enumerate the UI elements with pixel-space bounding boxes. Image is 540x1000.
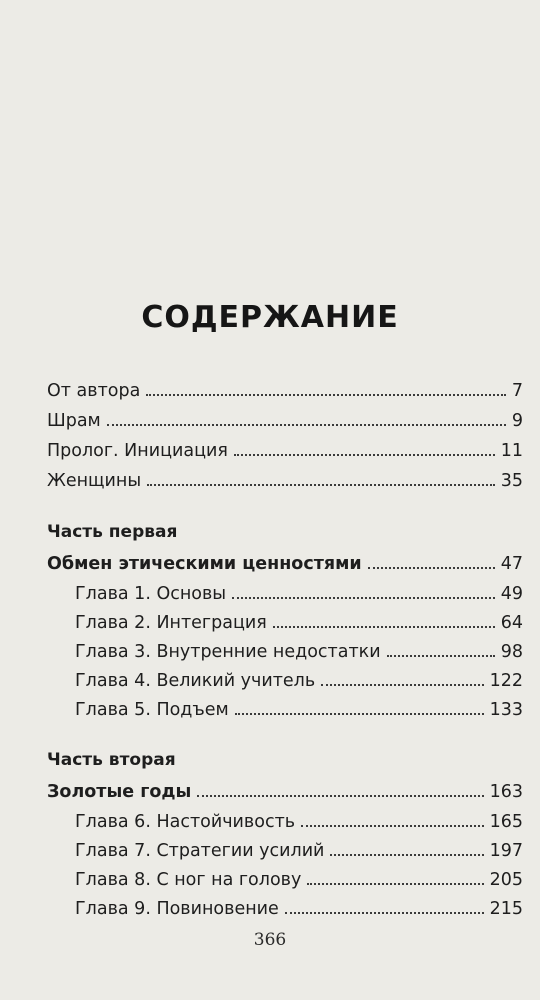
toc-entry-page: 35 xyxy=(500,471,523,491)
chapter-page: 64 xyxy=(500,613,523,633)
toc-entry-label: Женщины xyxy=(47,471,142,491)
chapter-entry[interactable] xyxy=(75,891,523,919)
chapter-label: Глава 8. С ног на голову xyxy=(75,870,302,890)
dot-leader xyxy=(321,683,483,686)
toc-entry[interactable] xyxy=(47,463,523,491)
chapter-label: Глава 9. Повиновение xyxy=(75,899,279,919)
chapter-label: Глава 6. Настойчивость xyxy=(75,812,296,832)
toc-entry-label: Пролог. Инициация xyxy=(47,441,228,461)
chapter-entry[interactable] xyxy=(75,605,523,633)
chapter-label: Глава 3. Внутренние недостатки xyxy=(75,642,381,662)
dot-leader xyxy=(285,911,484,914)
toc-entry-page: 163 xyxy=(489,782,523,802)
dot-leader xyxy=(330,853,483,856)
chapter-page: 133 xyxy=(489,700,523,720)
toc-entry[interactable] xyxy=(47,403,523,431)
chapter-entry[interactable] xyxy=(75,833,523,861)
bleed-through-text xyxy=(40,100,510,128)
toc-entry-label: Шрам xyxy=(47,411,101,431)
dot-leader xyxy=(146,393,506,396)
chapter-page: 165 xyxy=(489,812,523,832)
toc-entry-page: 9 xyxy=(511,411,523,431)
toc-entry-page: 47 xyxy=(500,554,523,574)
chapter-label: Глава 2. Интеграция xyxy=(75,613,267,633)
chapter-label: Глава 7. Стратегии усилий xyxy=(75,841,325,861)
chapter-label: Глава 1. Основы xyxy=(75,584,227,604)
chapter-page: 122 xyxy=(489,671,523,691)
dot-leader xyxy=(307,882,483,885)
part-one-title-entry[interactable] xyxy=(47,546,523,574)
part-one-label: Часть первая xyxy=(47,522,178,542)
dot-leader xyxy=(368,566,495,569)
chapter-page: 49 xyxy=(500,584,523,604)
chapter-page: 98 xyxy=(500,642,523,662)
dot-leader xyxy=(235,712,484,715)
toc-entry[interactable] xyxy=(47,373,523,401)
part-two-title-entry[interactable] xyxy=(47,774,523,802)
toc-entry-page: 7 xyxy=(511,381,523,401)
dot-leader xyxy=(234,453,495,456)
chapter-entry[interactable] xyxy=(75,692,523,720)
dot-leader xyxy=(147,483,495,486)
dot-leader xyxy=(107,423,506,426)
bleed-through-header xyxy=(40,60,510,75)
dot-leader xyxy=(273,625,495,628)
chapter-label: Глава 5. Подъем xyxy=(75,700,229,720)
chapter-page: 215 xyxy=(489,899,523,919)
chapter-entry[interactable] xyxy=(75,576,523,604)
chapter-label: Глава 4. Великий учитель xyxy=(75,671,316,691)
chapter-page: 205 xyxy=(489,870,523,890)
chapter-page: 197 xyxy=(489,841,523,861)
chapter-entry[interactable] xyxy=(75,663,523,691)
part-title: Обмен этическими ценностями xyxy=(47,554,362,574)
dot-leader xyxy=(197,794,483,797)
chapter-entry[interactable] xyxy=(75,804,523,832)
dot-leader xyxy=(232,596,495,599)
chapter-entry[interactable] xyxy=(75,862,523,890)
toc-entry-label: От автора xyxy=(47,381,141,401)
toc-heading: СОДЕРЖАНИЕ xyxy=(141,300,399,335)
dot-leader xyxy=(301,824,484,827)
toc-entry-page: 11 xyxy=(500,441,523,461)
page-number: 366 xyxy=(253,930,287,950)
chapter-entry[interactable] xyxy=(75,634,523,662)
toc-entry[interactable] xyxy=(47,433,523,461)
part-title: Золотые годы xyxy=(47,782,192,802)
dot-leader xyxy=(387,654,495,657)
part-two-label: Часть вторая xyxy=(47,750,176,770)
